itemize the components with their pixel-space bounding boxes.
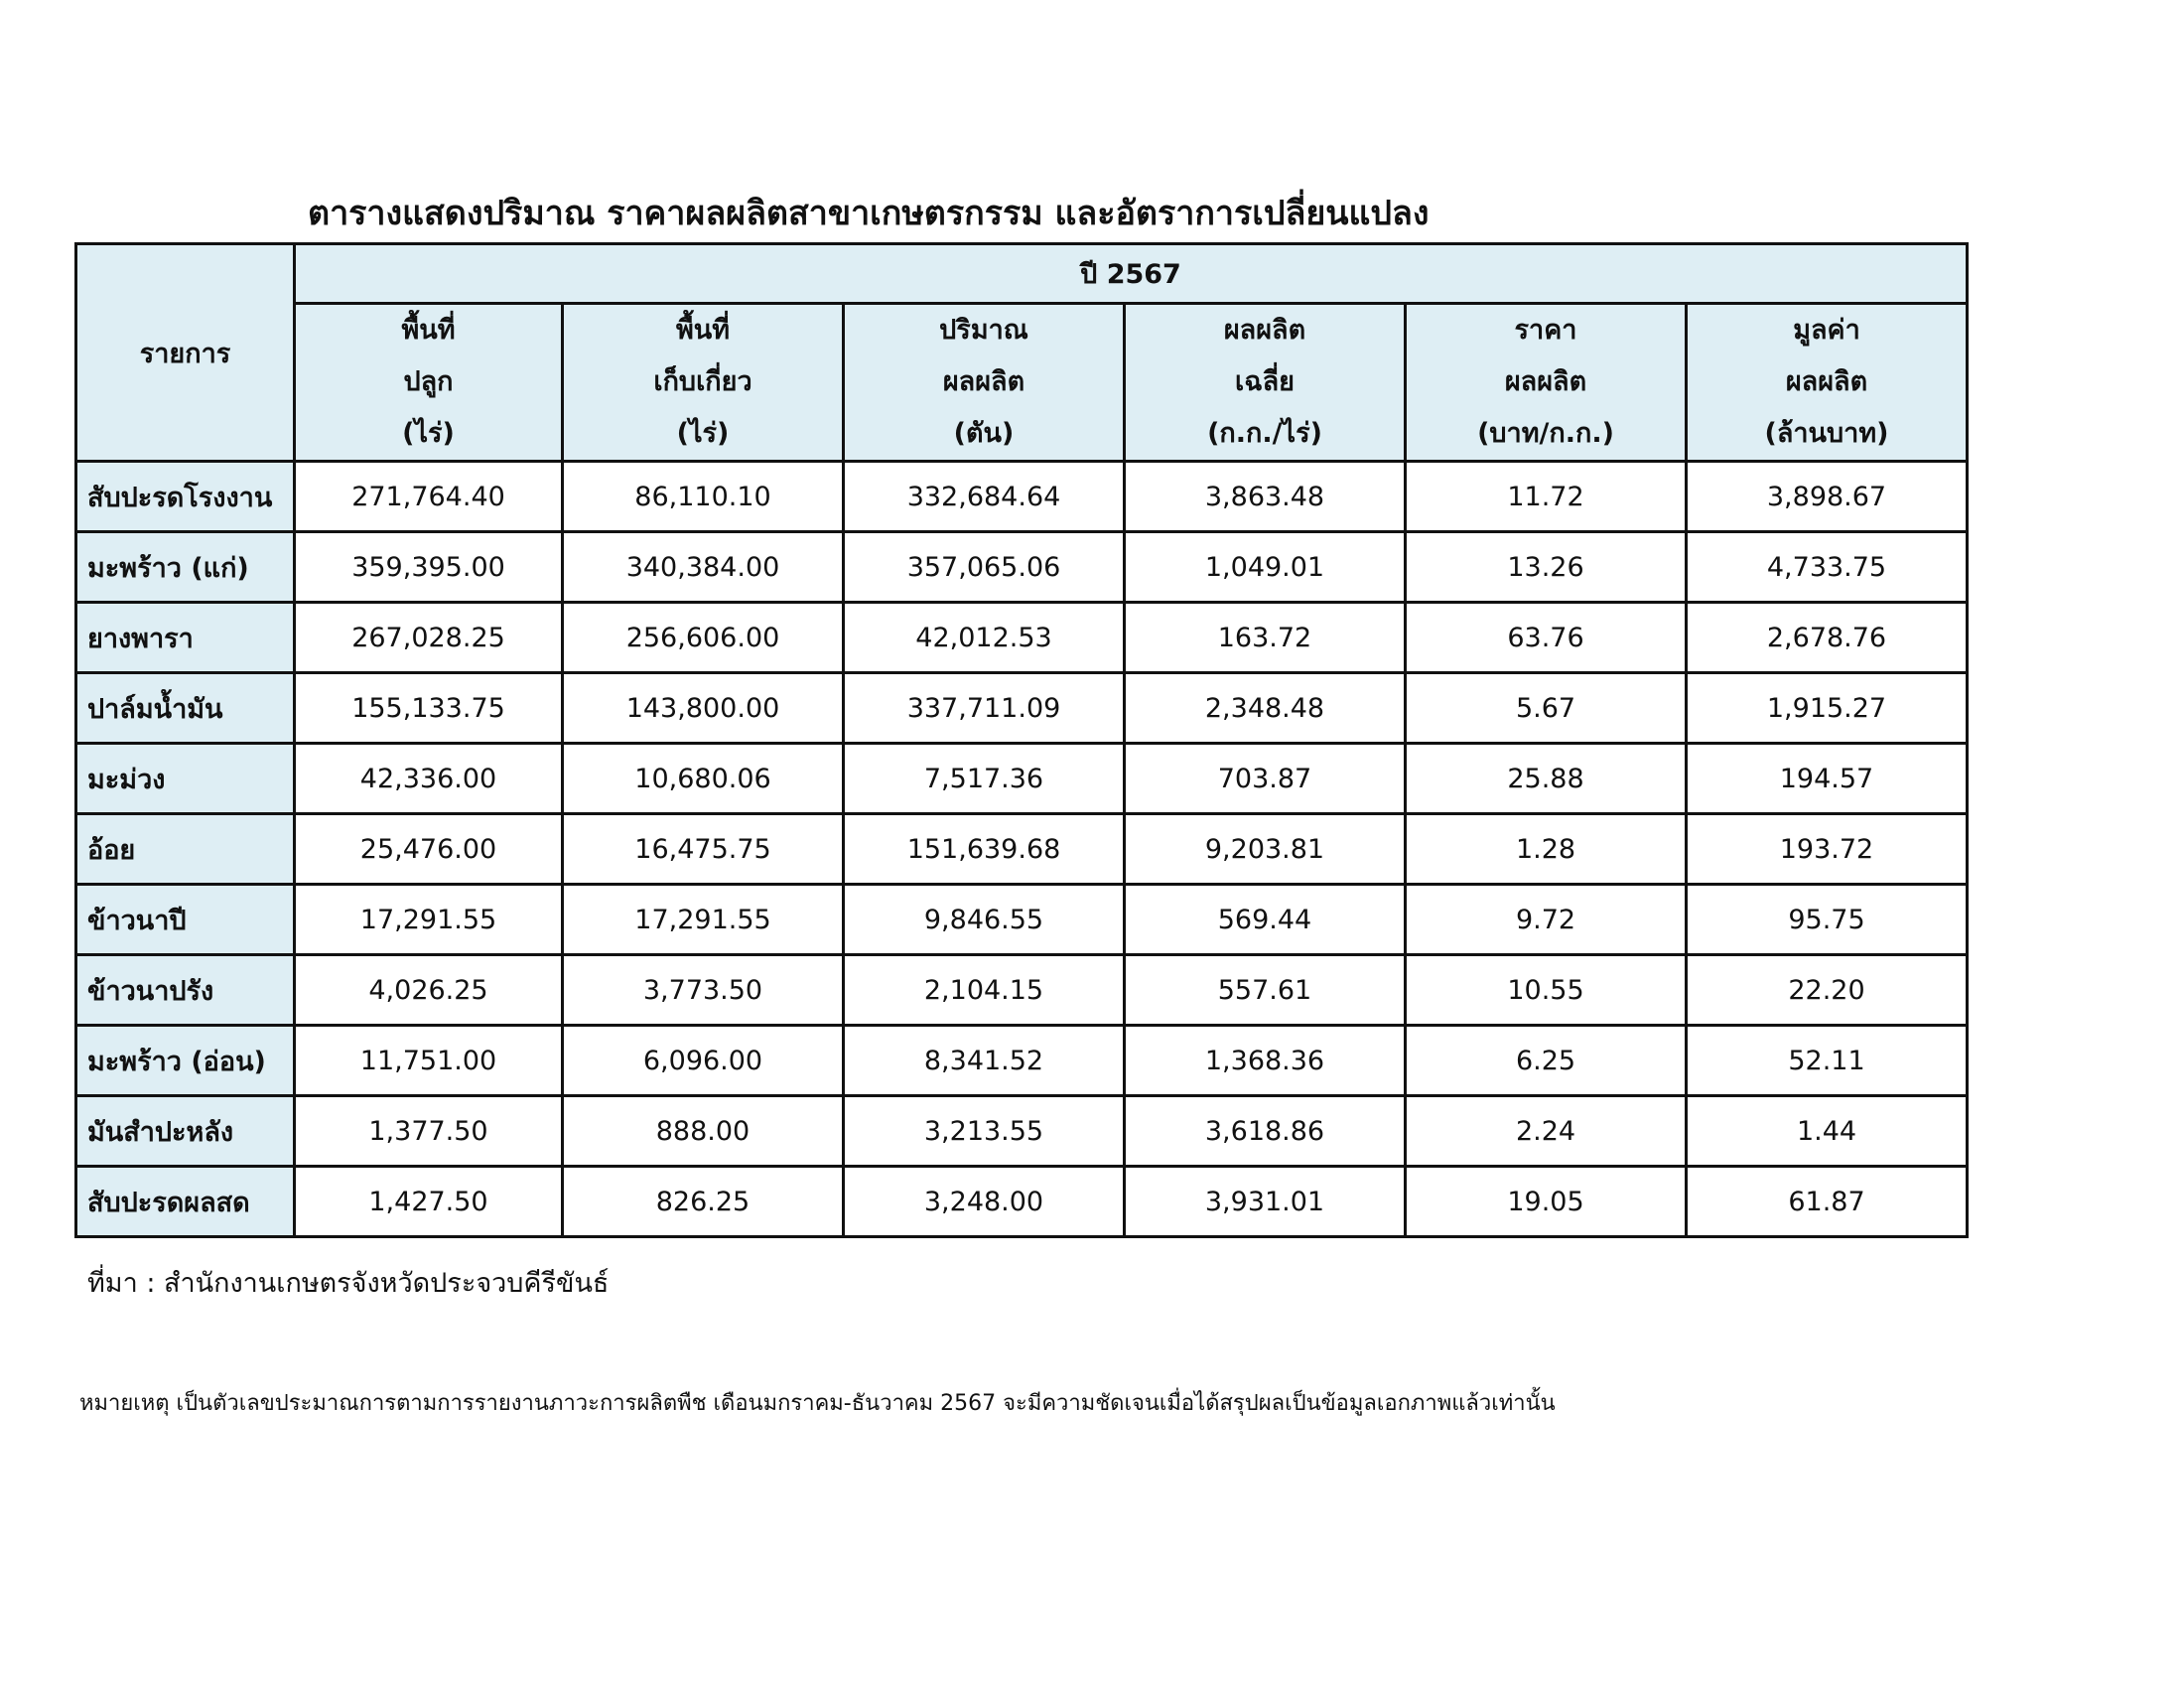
- value-cell-price: 1.28: [1406, 814, 1687, 885]
- value-cell-harvested-area: 86,110.10: [563, 462, 844, 532]
- value-cell-harvested-area: 16,475.75: [563, 814, 844, 885]
- value-cell-planted-area: 4,026.25: [295, 955, 563, 1026]
- item-name-cell: สับปะรดผลสด: [76, 1167, 295, 1237]
- value-cell-price: 13.26: [1406, 532, 1687, 603]
- value-cell-harvested-area: 3,773.50: [563, 955, 844, 1026]
- value-cell-production-value: 193.72: [1687, 814, 1968, 885]
- table-row: [76, 744, 1968, 814]
- value-cell-average-yield: 569.44: [1125, 885, 1406, 955]
- value-cell-production-value: 61.87: [1687, 1167, 1968, 1237]
- item-name-cell: ข้าวนาปี: [76, 885, 295, 955]
- value-cell-average-yield: 703.87: [1125, 744, 1406, 814]
- table-row: [76, 885, 1968, 955]
- value-cell-average-yield: 3,618.86: [1125, 1096, 1406, 1167]
- value-cell-planted-area: 359,395.00: [295, 532, 563, 603]
- value-cell-harvested-area: 826.25: [563, 1167, 844, 1237]
- value-cell-planted-area: 42,336.00: [295, 744, 563, 814]
- remark-note: หมายเหตุ เป็นตัวเลขประมาณการตามการรายงานภาวะการผลิตพืช เดือนมกราคม-ธันวาคม 2567 จะมีความชัดเจนเมื่อได้สรุปผลเป็นข้อมูลเอกภาพแล้วเท่านั้น: [79, 1391, 1556, 1416]
- value-cell-production-quantity: 3,248.00: [844, 1167, 1125, 1237]
- value-cell-production-value: 22.20: [1687, 955, 1968, 1026]
- table-row: [76, 1167, 1968, 1237]
- value-cell-production-value: 52.11: [1687, 1026, 1968, 1096]
- value-cell-production-value: 194.57: [1687, 744, 1968, 814]
- value-cell-harvested-area: 6,096.00: [563, 1026, 844, 1096]
- value-cell-price: 6.25: [1406, 1026, 1687, 1096]
- column-header-line: เก็บเกี่ยว: [653, 366, 752, 397]
- value-cell-production-quantity: 357,065.06: [844, 532, 1125, 603]
- value-cell-planted-area: 1,377.50: [295, 1096, 563, 1167]
- value-cell-price: 63.76: [1406, 603, 1687, 673]
- value-cell-harvested-area: 888.00: [563, 1096, 844, 1167]
- value-cell-price: 11.72: [1406, 462, 1687, 532]
- item-name-cell: สับปะรดโรงงาน: [76, 462, 295, 532]
- column-header-average-yield: [1125, 304, 1406, 462]
- value-cell-average-yield: 3,931.01: [1125, 1167, 1406, 1237]
- value-cell-average-yield: 2,348.48: [1125, 673, 1406, 744]
- table-title: ตารางแสดงปริมาณ ราคาผลผลิตสาขาเกษตรกรรม และอัตราการเปลี่ยนแปลง: [308, 194, 1430, 233]
- column-header-line: ผลผลิต: [1785, 366, 1868, 397]
- item-name-cell: ข้าวนาปรัง: [76, 955, 295, 1026]
- item-name-cell: มันสำปะหลัง: [76, 1096, 295, 1167]
- value-cell-production-value: 1.44: [1687, 1096, 1968, 1167]
- source-note: ที่มา : สำนักงานเกษตรจังหวัดประจวบคีรีขันธ์: [87, 1268, 610, 1299]
- column-header-line: เฉลี่ย: [1235, 366, 1295, 397]
- value-cell-harvested-area: 143,800.00: [563, 673, 844, 744]
- column-header-line: มูลค่า: [1793, 315, 1860, 346]
- value-cell-price: 19.05: [1406, 1167, 1687, 1237]
- item-name-cell: มะพร้าว (อ่อน): [76, 1026, 295, 1096]
- table-row: [76, 462, 1968, 532]
- value-cell-average-yield: 3,863.48: [1125, 462, 1406, 532]
- item-name-cell: มะม่วง: [76, 744, 295, 814]
- value-cell-production-quantity: 42,012.53: [844, 603, 1125, 673]
- production-table: [74, 242, 1969, 1238]
- value-cell-production-quantity: 7,517.36: [844, 744, 1125, 814]
- value-cell-production-quantity: 3,213.55: [844, 1096, 1125, 1167]
- year-header: ปี 2567: [295, 244, 1968, 304]
- column-header-harvested-area: [563, 304, 844, 462]
- column-header-line: ผลผลิต: [1504, 366, 1587, 397]
- value-cell-production-quantity: 8,341.52: [844, 1026, 1125, 1096]
- value-cell-average-yield: 557.61: [1125, 955, 1406, 1026]
- table-row: [76, 955, 1968, 1026]
- table-row: [76, 1096, 1968, 1167]
- column-header-price: [1406, 304, 1687, 462]
- column-header-line: ผลผลิต: [942, 366, 1025, 397]
- column-header-line: ปลูก: [403, 366, 454, 397]
- value-cell-average-yield: 163.72: [1125, 603, 1406, 673]
- item-name-cell: ปาล์มน้ำมัน: [76, 673, 295, 744]
- column-header-line: ผลผลิต: [1223, 315, 1306, 346]
- value-cell-production-quantity: 332,684.64: [844, 462, 1125, 532]
- column-header-line: (ไร่): [402, 418, 455, 449]
- value-cell-harvested-area: 256,606.00: [563, 603, 844, 673]
- value-cell-price: 10.55: [1406, 955, 1687, 1026]
- column-header-line: พื้นที่: [675, 315, 731, 346]
- value-cell-planted-area: 25,476.00: [295, 814, 563, 885]
- table-row: [76, 1026, 1968, 1096]
- value-cell-price: 25.88: [1406, 744, 1687, 814]
- value-cell-planted-area: 155,133.75: [295, 673, 563, 744]
- table-row: [76, 814, 1968, 885]
- value-cell-planted-area: 1,427.50: [295, 1167, 563, 1237]
- value-cell-harvested-area: 17,291.55: [563, 885, 844, 955]
- value-cell-planted-area: 267,028.25: [295, 603, 563, 673]
- column-header-line: ปริมาณ: [939, 315, 1028, 346]
- value-cell-average-yield: 1,368.36: [1125, 1026, 1406, 1096]
- item-name-cell: ยางพารา: [76, 603, 295, 673]
- column-header-production-quantity: [844, 304, 1125, 462]
- value-cell-average-yield: 1,049.01: [1125, 532, 1406, 603]
- column-header-line: ราคา: [1514, 315, 1577, 346]
- column-header-line: (ก.ก./ไร่): [1207, 418, 1322, 449]
- value-cell-production-value: 3,898.67: [1687, 462, 1968, 532]
- table-row: [76, 532, 1968, 603]
- value-cell-production-quantity: 337,711.09: [844, 673, 1125, 744]
- item-name-cell: มะพร้าว (แก่): [76, 532, 295, 603]
- value-cell-production-quantity: 9,846.55: [844, 885, 1125, 955]
- value-cell-price: 5.67: [1406, 673, 1687, 744]
- value-cell-production-value: 2,678.76: [1687, 603, 1968, 673]
- value-cell-price: 9.72: [1406, 885, 1687, 955]
- item-name-cell: อ้อย: [76, 814, 295, 885]
- value-cell-production-value: 4,733.75: [1687, 532, 1968, 603]
- column-header-line: พื้นที่: [401, 315, 456, 346]
- column-header-planted-area: [295, 304, 563, 462]
- column-header-line: (ไร่): [676, 418, 730, 449]
- column-header-line: (บาท/ก.ก.): [1477, 418, 1614, 449]
- value-cell-harvested-area: 340,384.00: [563, 532, 844, 603]
- value-cell-production-quantity: 151,639.68: [844, 814, 1125, 885]
- value-cell-average-yield: 9,203.81: [1125, 814, 1406, 885]
- value-cell-planted-area: 271,764.40: [295, 462, 563, 532]
- value-cell-production-value: 95.75: [1687, 885, 1968, 955]
- value-cell-production-quantity: 2,104.15: [844, 955, 1125, 1026]
- item-column-header: รายการ: [76, 244, 295, 462]
- table-row: [76, 673, 1968, 744]
- value-cell-price: 2.24: [1406, 1096, 1687, 1167]
- value-cell-planted-area: 17,291.55: [295, 885, 563, 955]
- value-cell-planted-area: 11,751.00: [295, 1026, 563, 1096]
- column-header-line: (ล้านบาท): [1764, 418, 1889, 449]
- column-header-line: (ตัน): [953, 418, 1015, 449]
- value-cell-production-value: 1,915.27: [1687, 673, 1968, 744]
- column-header-production-value: [1687, 304, 1968, 462]
- table-row: [76, 603, 1968, 673]
- value-cell-harvested-area: 10,680.06: [563, 744, 844, 814]
